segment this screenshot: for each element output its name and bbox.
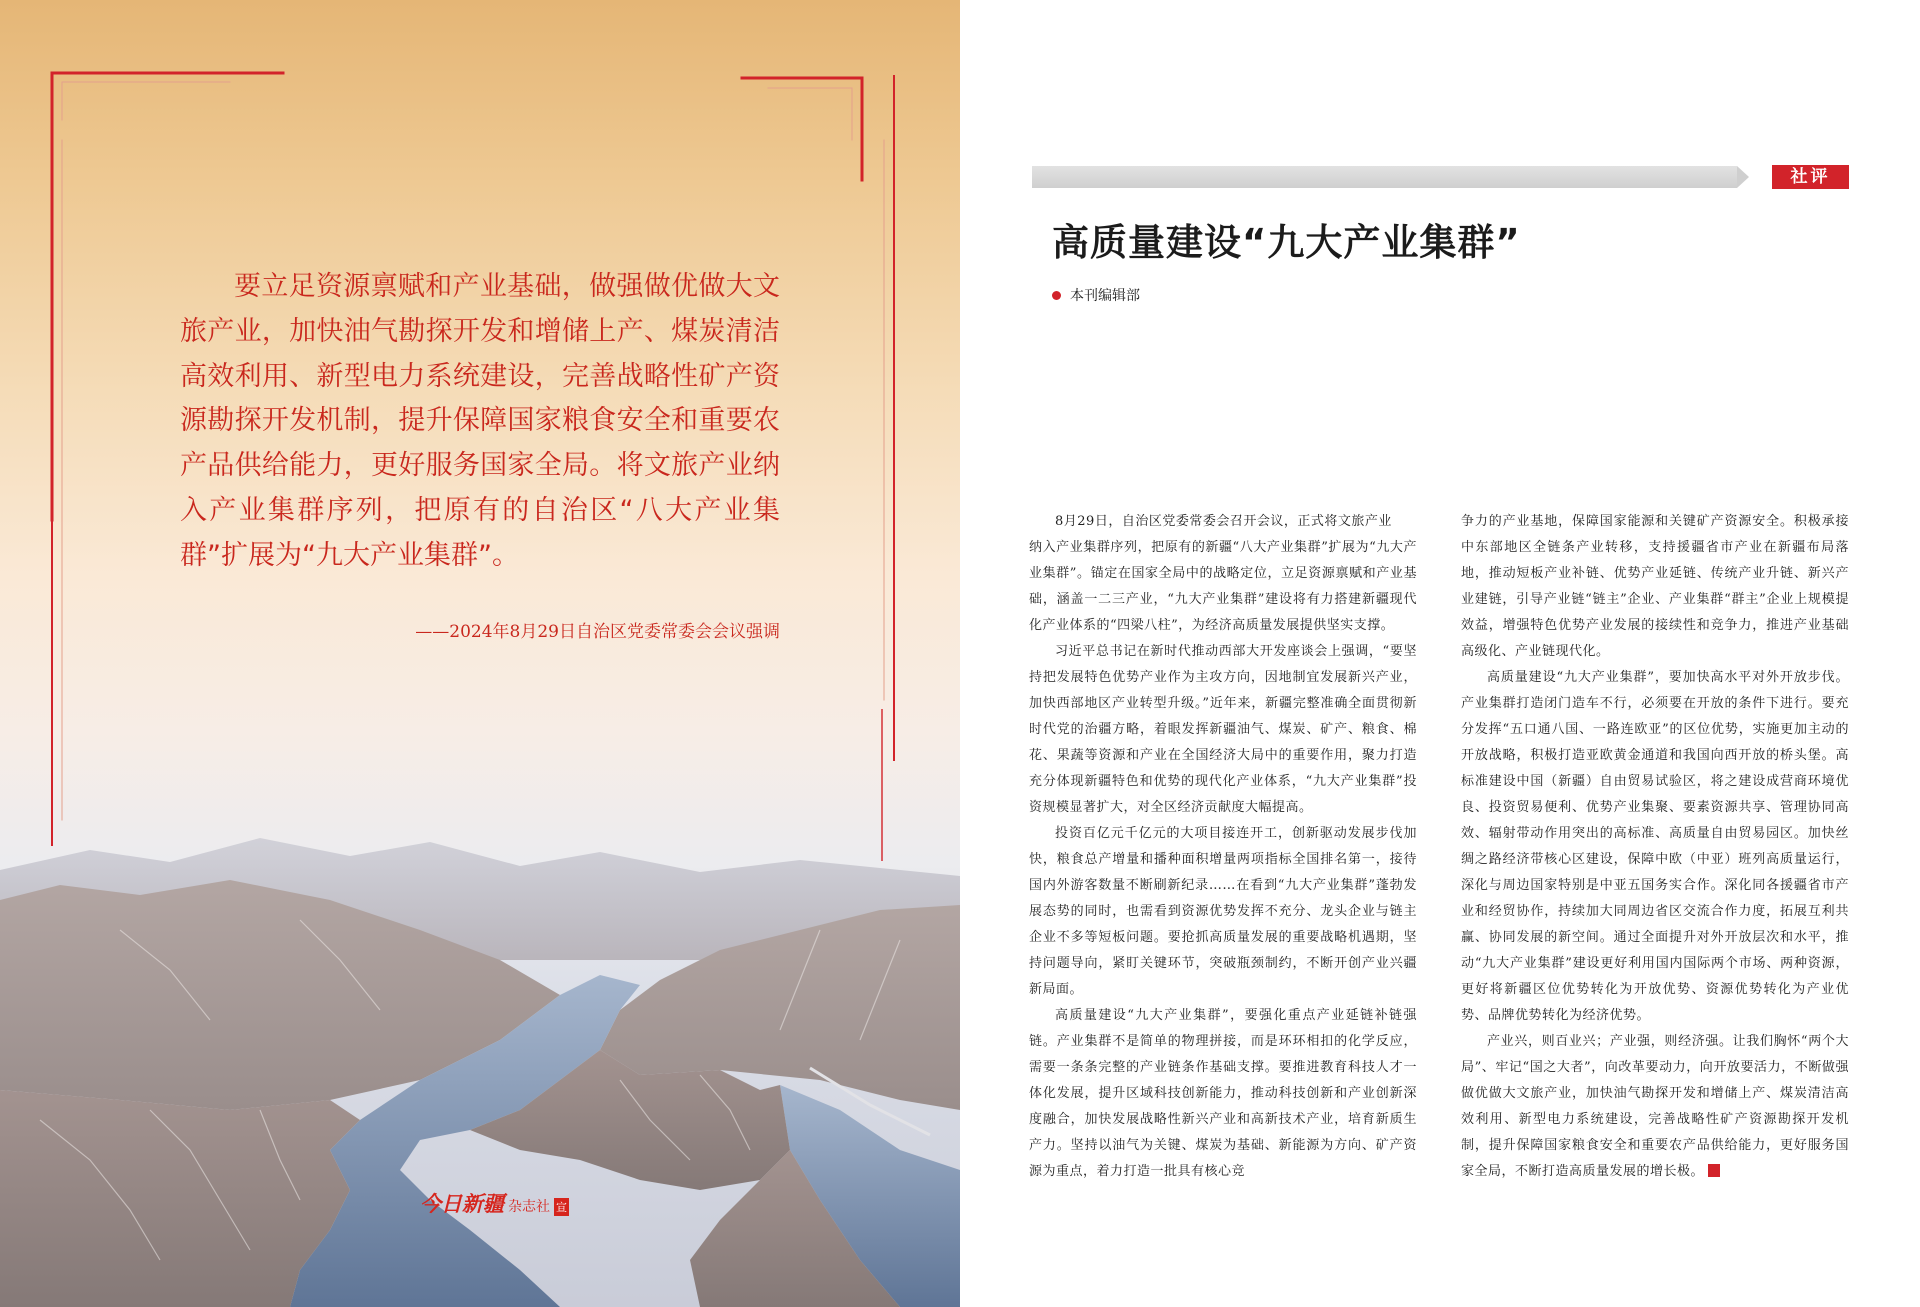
paragraph-last <box>1461 1029 1849 1185</box>
paragraph: 争力的产业基地，保障国家能源和关键矿产资源安全。积极承接中东部地区全链条产业转移，支持援疆省市产业在新疆布局落地，推动短板产业补链、优势产业延链、传统产业升链、新兴产业建链，引导产业链“链主”企业、产业集群“群主”企业上规模提效益，增强特色优势产业发展的接续性和竞争力，推进产业基础高级化、产业链现代化。 <box>1461 514 1849 659</box>
paragraph-first-line: 8月29日，自治区党委常委会召开会议，正式将文旅产业 <box>1055 514 1392 529</box>
paragraph: 习近平总书记在新时代推动西部大开发座谈会上强调，“要坚持把发展特色优势产业作为主攻方向，因地制宜发展新兴产业，加快西部地区产业转型升级。”近年来，新疆完整准确全面贯彻新时代党的治疆方略，着眼发挥新疆油气、煤炭、矿产、粮食、棉花、果蔬等资源和产业在全国经济大局中的重要作用，聚力打造充分体现新疆特色和优势的现代化产业体系，“九大产业集群”投资规模显著扩大，对全区经济贡献度大幅提高。 <box>1029 644 1417 815</box>
author-name: 本刊编辑部 <box>1070 288 1140 304</box>
header-bar-arrow <box>1737 166 1749 188</box>
quote-text: 要立足资源禀赋和产业基础，做强做优做大文旅产业，加快油气勘探开发和增储上产、煤炭清洁高效利用、新型电力系统建设，完善战略性矿产资源勘探开发机制，提升保障国家粮食安全和重要农产品供给能力，更好服务国家全局。将文旅产业纳入产业集群序列，把原有的自治区“八大产业集群”扩展为“九大产业集群”。 <box>180 271 780 571</box>
brand-logo: 今日新疆 <box>420 1192 504 1216</box>
article-title: 高质量建设“九大产业集群” <box>1052 221 1521 264</box>
paragraph: 投资百亿元千亿元的大项目接连开工，创新驱动发展步伐加快，粮食总产增量和播种面积增量两项指标全国排名第一，接待国内外游客数量不断刷新纪录……在看到“九大产业集群”蓬勃发展态势的同时，也需看到资源优势发挥不充分、龙头企业与链主企业不多等短板问题。要抢抓高质量发展的重要战略机遇期，坚持问题导向，紧盯关键环节，突破瓶颈制约，不断开创产业兴疆新局面。 <box>1029 826 1417 997</box>
right-page <box>960 0 1920 1307</box>
quote-source: ——2024年8月29日自治区党委常委会会议强调 <box>415 622 780 642</box>
paragraph-text: 产业兴，则百业兴；产业强，则经济强。让我们胸怀“两个大局”、牢记“国之大者”，向改革要动力，向开放要活力，不断做强做优做大文旅产业，加快油气勘探开发和增储上产、煤炭清洁高效利用、新型电力系统建设，完善战略性矿产资源勘探开发机制，提升保障国家粮食安全和重要农产品供给能力，更好服务国家全局，不断打造高质量发展的增长极。 <box>1461 1034 1849 1179</box>
author-line <box>1052 285 1140 305</box>
paragraph: 高质量建设“九大产业集群”，要强化重点产业延链补链强链。产业集群不是简单的物理拼接，而是环环相扣的化学反应，需要一条条完整的产业链条作基础支撑。要推进教育科技人才一体化发展，提升区域科技创新能力，推动科技创新和产业创新深度融合，加快发展战略性新兴产业和高新技术产业，培育新质生产力。坚持以油气为关键、煤炭为基础、新能源为方向、矿产资源为重点，着力打造一批具有核心竞 <box>1029 1008 1417 1179</box>
paragraph: 高质量建设“九大产业集群”，要加快高水平对外开放步伐。产业集群打造闭门造车不行，必须要在开放的条件下进行。要充分发挥“五口通八国、一路连欧亚”的区位优势，实施更加主动的开放战略，积极打造亚欧黄金通道和我国向西开放的桥头堡。高标准建设中国（新疆）自由贸易试验区，将之建设成营商环境优良、投资贸易便利、优势产业集聚、要素资源共享、管理协同高效、辐射带动作用突出的高标准、高质量自由贸易园区。加快丝绸之路经济带核心区建设，保障中欧（中亚）班列高质量运行，深化与周边国家特别是中亚五国务实合作。深化同各援疆省市产业和经贸协作，持续加大同周边省区交流合作力度，拓展互利共赢、协同发展的新空间。通过全面提升对外开放层次和水平，推动“九大产业集群”建设更好利用国内国际两个市场、两种资源，更好将新疆区位优势转化为开放优势、资源优势转化为产业优势、品牌优势转化为经济优势。 <box>1461 670 1849 1023</box>
article-column-left <box>1029 509 1417 1185</box>
paragraph: 纳入产业集群序列，把原有的新疆“八大产业集群”扩展为“九大产业集群”。锚定在国家全局中的战略定位，立足资源禀赋和产业基础，涵盖一二三产业，“九大产业集群”建设将有力搭建新疆现代化产业体系的“四梁八柱”，为经济高质量发展提供坚实支撑。 <box>1029 540 1417 633</box>
brand-subtitle: 杂志社 <box>508 1199 550 1215</box>
publisher-brand <box>420 1188 569 1218</box>
bullet-dot-icon <box>1052 291 1061 300</box>
quote-block <box>180 265 780 579</box>
section-tag: 社评 <box>1772 165 1849 189</box>
end-mark-icon <box>1708 1164 1720 1177</box>
header-bar <box>1032 166 1737 188</box>
article-column-right <box>1461 509 1849 1185</box>
brand-tag: 宣 <box>554 1198 569 1216</box>
